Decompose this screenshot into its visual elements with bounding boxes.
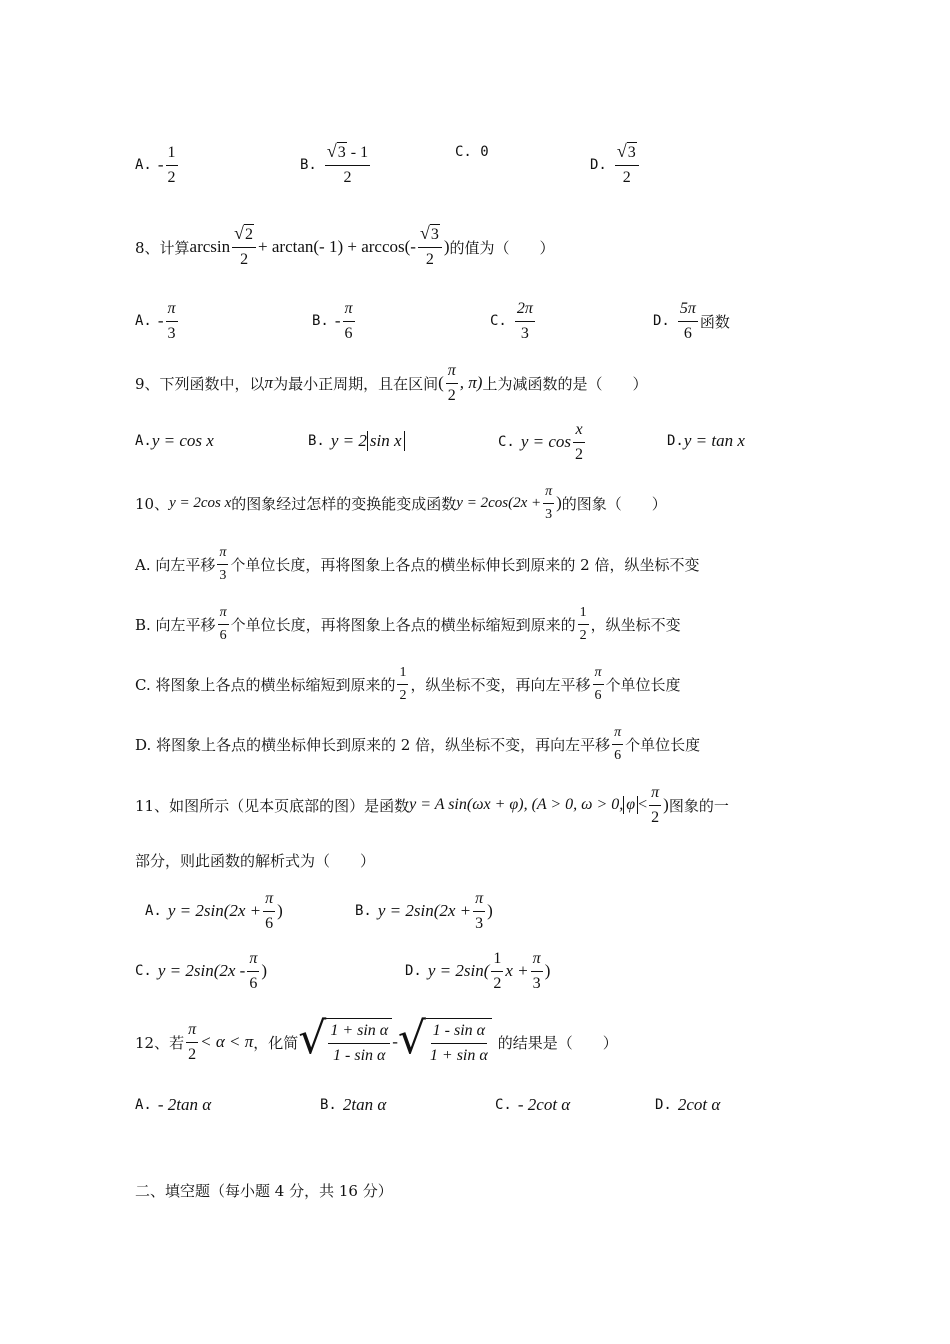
q11-a-expr: y = 2sin(2x + xyxy=(167,901,262,920)
q9-interval-open: ( xyxy=(438,373,444,392)
q9-d-label: D. xyxy=(667,433,684,449)
q12-minus: - xyxy=(392,1032,398,1051)
q12-option-b xyxy=(320,1092,386,1118)
q10-c-frac2: $\frac{1}{2}$ xyxy=(399,665,407,703)
q8-tail: 的值为（ ） xyxy=(449,238,555,257)
q9-a-expr: y = cos x xyxy=(151,431,214,450)
q10-b-pre: B. 向左平移 xyxy=(135,615,216,634)
q8-b-sign: - xyxy=(334,311,341,330)
q12-c-label: C. xyxy=(495,1097,512,1113)
q12-cond-frac: $\frac{\pi}{2}$ xyxy=(188,1020,197,1063)
q11-a-frac: $\frac{\pi}{6}$ xyxy=(265,889,274,932)
q10-option-a xyxy=(135,543,699,585)
q10-expr1: y = 2cos x xyxy=(169,494,232,511)
q12-text: 12、若 xyxy=(135,1033,185,1052)
q11-c-frac: $\frac{\pi}{6}$ xyxy=(249,949,258,992)
q8-a-sign: - xyxy=(157,311,164,330)
q12-b-label: B. xyxy=(320,1097,337,1113)
q7-option-d xyxy=(590,140,641,190)
q12-text2: ，化简 xyxy=(253,1033,299,1052)
q12-d-expr: 2cot α xyxy=(677,1095,721,1114)
q8-b-label: B. xyxy=(312,313,329,329)
q11-a-label: A. xyxy=(145,903,162,919)
q9-c-expr: y = cos xyxy=(520,432,572,451)
q9-c-frac: $\frac{x}{2}$ xyxy=(575,420,584,463)
q10-stem xyxy=(135,480,667,526)
q12-a-expr: - 2tan α xyxy=(157,1095,212,1114)
q9-a-label: A. xyxy=(135,433,152,449)
q12-b-expr: 2tan α xyxy=(342,1095,387,1114)
q10-d-pre: D. 将图象上各点的横坐标伸长到原来的 2 倍，纵坐标不变，再向左平移 xyxy=(135,735,611,754)
q10-b-frac: $\frac{\pi}{6}$ xyxy=(219,605,227,643)
q12-d-label: D. xyxy=(655,1097,672,1113)
q10-c-post: 个单位长度 xyxy=(605,675,681,694)
q9-interval-rest: , π) xyxy=(459,373,483,392)
q8-c-frac: $\frac{2\pi}{3}$ xyxy=(516,299,533,342)
q11-d-frac: $\frac{\pi}{3}$ xyxy=(532,949,541,992)
q11-d-close: ) xyxy=(544,961,551,980)
q10-number: 10、 xyxy=(135,494,170,513)
q12-radical-2: √ $\frac{\text{1 - sin α}}{\text{1 + sin α}}$ xyxy=(398,1018,492,1066)
q11-stem xyxy=(135,782,729,828)
option-d-fraction: √ 3 2 xyxy=(615,142,639,188)
q10-tail: 的图象（ ） xyxy=(561,494,667,513)
q11-c-close: ) xyxy=(261,961,268,980)
q11-b-close: ) xyxy=(487,901,493,920)
q10-c-mid: ，纵坐标不变，再向左平移 xyxy=(410,675,591,694)
q9-text: 9、下列函数中，以 xyxy=(135,374,265,393)
option-a-label: A. xyxy=(135,157,152,173)
q8-option-a xyxy=(135,296,180,346)
q9-option-c xyxy=(498,420,587,464)
q11-lt: < xyxy=(638,796,648,813)
q8-option-c xyxy=(490,296,537,346)
option-d-label: D. xyxy=(590,157,607,173)
q10-option-d xyxy=(135,723,700,765)
q9-option-b xyxy=(308,428,405,454)
q9-d-expr: y = tan x xyxy=(683,431,745,450)
q11-b-frac: $\frac{\pi}{3}$ xyxy=(475,889,484,932)
q9-stem xyxy=(135,358,647,408)
q9-interval-frac: $\frac{\pi}{2}$ xyxy=(447,361,456,404)
q7-options xyxy=(135,140,180,190)
q8-d-frac: $\frac{5\pi}{6}$ xyxy=(679,299,696,342)
q9-option-d xyxy=(667,428,745,454)
q8-stem xyxy=(135,222,555,272)
option-b-fraction: √ 3 - 1 2 xyxy=(326,141,369,186)
q8-a-frac: $\frac{\pi}{3}$ xyxy=(167,299,176,342)
q9-c-label: C. xyxy=(498,434,515,450)
q11-tail: 图象的一 xyxy=(668,796,729,815)
q8-mid: + arctan(- 1) + arccos(- xyxy=(258,237,416,256)
q12-radical-1: √ $\frac{\text{1 + sin α}}{\text{1 - sin α}}$ xyxy=(298,1018,392,1066)
q9-option-a xyxy=(135,428,214,454)
q11-d-frac2: $\frac{1}{2}$ xyxy=(493,949,502,992)
q10-expr2: y = 2cos(2x + xyxy=(456,494,542,511)
q11-text: 11、如图所示（见本页底部的图）是函数 xyxy=(135,796,410,815)
q12-option-d xyxy=(655,1092,720,1118)
q11-b-expr: y = 2sin(2x + xyxy=(377,901,472,920)
q10-b-mid: 个单位长度，再将图象上各点的横坐标缩短到原来的 xyxy=(230,615,576,634)
q11-option-c xyxy=(135,948,267,994)
q11-option-d xyxy=(405,948,550,994)
q9-text3: 上为减函数的是（ ） xyxy=(482,374,648,393)
q11-a-close: ) xyxy=(277,901,283,920)
q11-c-label: C. xyxy=(135,963,152,979)
q11-frac: $\frac{\pi}{2}$ xyxy=(651,783,660,826)
q10-option-b xyxy=(135,603,681,645)
q8-close: ) xyxy=(443,237,450,256)
q11-option-b xyxy=(355,888,493,934)
q10-a-pre: A. 向左平移 xyxy=(135,555,216,574)
q11-b-label: B. xyxy=(355,903,372,919)
q10-b-post: ，纵坐标不变 xyxy=(590,615,681,634)
q11-d-label: D. xyxy=(405,963,422,979)
q12-option-a xyxy=(135,1092,211,1118)
q12-c-expr: - 2cot α xyxy=(517,1095,571,1114)
q9-b-expr1: y = 2 xyxy=(330,431,367,450)
q10-option-c xyxy=(135,663,681,705)
q10-text: 的图象经过怎样的变换能变成函数 xyxy=(231,494,457,513)
q11-d-mid: x + xyxy=(505,961,529,980)
q12-a-label: A. xyxy=(135,1097,152,1113)
q10-a-post: 个单位长度，再将图象上各点的横坐标伸长到原来的 2 倍，纵坐标不变 xyxy=(230,555,700,574)
q11-expr: y = A sin(ωx + φ), (A > 0, ω > 0, xyxy=(409,796,624,813)
q9-b-expr2: sin x xyxy=(367,431,405,451)
q9-b-label: B. xyxy=(308,433,325,449)
q8-c-label: C. xyxy=(490,313,507,329)
q11-option-a xyxy=(145,888,283,934)
q11-close: ) xyxy=(663,795,669,814)
option-c-label: C. 0 xyxy=(455,144,489,160)
q10-d-post: 个单位长度 xyxy=(625,735,701,754)
q8-arcsin: arcsin xyxy=(189,237,231,256)
q8-option-b xyxy=(312,296,357,346)
q8-arccos-frac: √ 3 2 xyxy=(418,224,442,270)
q10-d-frac: $\frac{\pi}{6}$ xyxy=(614,725,622,763)
q7-option-b xyxy=(300,140,372,190)
q12-option-c xyxy=(495,1092,570,1118)
section-2-title: 二、填空题（每小题 4 分，共 16 分） xyxy=(135,1182,393,1200)
q10-expr2-close: ) xyxy=(556,493,562,512)
q8-d-tail: 函数 xyxy=(699,312,730,331)
q11-d-expr: y = 2sin( xyxy=(427,961,490,980)
q10-b-frac2: $\frac{1}{2}$ xyxy=(579,605,587,643)
q8-d-label: D. xyxy=(653,313,670,329)
q12-cond-rest: < α < π xyxy=(200,1032,254,1051)
q9-pi: π xyxy=(264,373,274,392)
option-a-fraction: $\frac{1}{2}$ xyxy=(167,143,176,186)
q10-expr2-frac: $\frac{\pi}{3}$ xyxy=(545,484,553,522)
q10-c-pre: C. 将图象上各点的横坐标缩短到原来的 xyxy=(135,675,396,694)
q8-a-label: A. xyxy=(135,313,152,329)
q8-arcsin-frac: √ 2 2 xyxy=(232,224,256,270)
q8-b-frac: $\frac{\pi}{6}$ xyxy=(344,299,353,342)
q9-text2: 为最小正周期，且在区间 xyxy=(273,374,439,393)
q11-c-expr: y = 2sin(2x - xyxy=(157,961,246,980)
q11-line2: 部分，则此函数的解析式为（ ） xyxy=(135,852,376,870)
q7-option-c xyxy=(455,140,489,164)
q11-phi: φ xyxy=(623,796,638,814)
q12-tail: 的结果是（ ） xyxy=(497,1033,618,1052)
q8-option-d xyxy=(653,296,730,346)
option-a-sign: - xyxy=(157,155,164,174)
q10-a-frac: $\frac{\pi}{3}$ xyxy=(219,545,227,583)
option-b-label: B. xyxy=(300,157,317,173)
q10-c-frac: $\frac{\pi}{6}$ xyxy=(594,665,602,703)
q12-stem xyxy=(135,1012,618,1072)
q8-number: 8、计算 xyxy=(135,238,190,257)
